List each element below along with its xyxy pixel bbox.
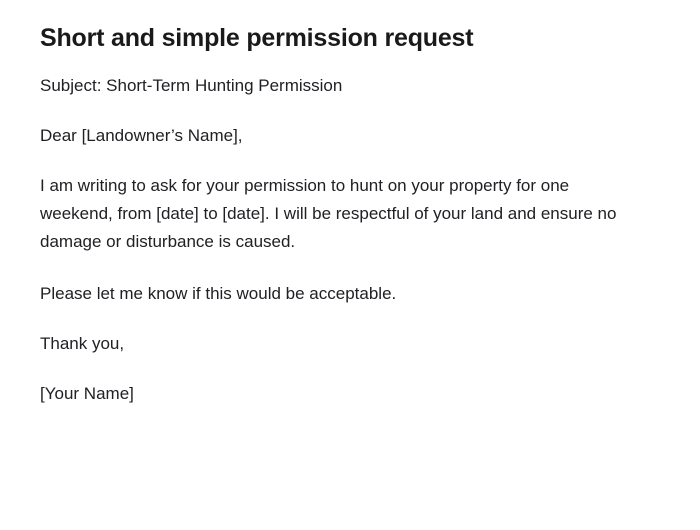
closing-request-line: Please let me know if this would be acceptable. [40,284,397,303]
thank-you-line: Thank you, [40,334,125,353]
salutation-line: Dear [Landowner’s Name], [40,126,243,145]
subject-line: Subject: Short-Term Hunting Permission [40,76,343,95]
body-paragraph: I am writing to ask for your permission to hunt on your property for one weekend, from [date] to [date]. I will be respectful of your land and ensure no damage or disturbance is caused. [40,176,617,251]
signature-line: [Your Name] [40,384,134,403]
page-title: Short and simple permission request [40,24,474,52]
